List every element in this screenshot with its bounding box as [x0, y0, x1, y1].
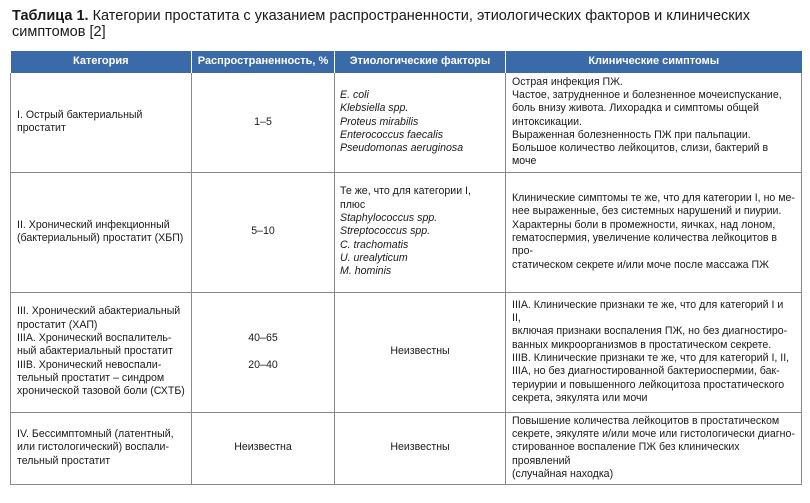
symptom-paragraph	[512, 89, 795, 129]
category-line: III. Хронический абактериальный	[17, 305, 181, 318]
etiology-cell	[335, 412, 506, 484]
symptoms-cell	[506, 292, 802, 412]
symptom-line: стированное воспаление ПЖ без клинических проявлений	[512, 441, 740, 467]
category-line: или гистологический) воспали-	[17, 441, 170, 454]
etiology-text: Те же, что для категории I,	[340, 185, 471, 198]
prostatitis-table	[10, 51, 802, 485]
etiology-cell	[335, 73, 506, 172]
category-line: IV. Бессимптомный (латентный,	[17, 428, 174, 441]
symptom-line: Повышение количества лейкоцитов в простатическом	[512, 414, 780, 427]
symptom-paragraph	[512, 142, 795, 169]
prevalence-cell	[192, 172, 335, 292]
etiology-text: плюс	[340, 198, 366, 211]
etiology-text: Неизвестны	[390, 345, 450, 358]
symptom-line: гематоспермия, увеличение количества лейкоцитов в про-	[512, 232, 778, 258]
etiology-organism: U. urealyticum	[340, 251, 408, 264]
prevalence-cell	[192, 412, 335, 484]
table-header-row	[11, 51, 802, 73]
header-symptoms: Клинические симптомы	[506, 51, 802, 73]
category-line: (бактериальный) простатит (ХБП)	[17, 232, 184, 244]
symptom-line: Частое, затрудненное и болезненное мочеиспускание,	[512, 89, 782, 101]
table-row	[11, 412, 802, 484]
header-category: Категория	[11, 51, 192, 73]
symptom-line: IIIB. Клинические признаки те же, что для категорий I, II,	[512, 352, 790, 364]
category-line: тельный простатит – синдром	[17, 371, 165, 384]
symptoms-cell	[506, 73, 802, 172]
caption-label: Таблица 1.	[12, 8, 89, 24]
header-etiology: Этиологические факторы	[335, 51, 506, 73]
symptom-line: нее выраженные, без системных нарушений и пиурии.	[512, 205, 782, 218]
etiology-organism: Staphylococcus spp.	[340, 212, 438, 225]
prevalence-cell	[192, 73, 335, 172]
category-line: простатит	[17, 122, 66, 135]
category-line: хронической тазовой боли (СХТБ)	[17, 385, 185, 398]
symptom-line: IIIA. Клинические признаки те же, что для категорий I и II,	[512, 298, 784, 325]
etiology-organism: Proteus mirabilis	[340, 115, 419, 128]
header-prevalence: Распространенность, %	[192, 51, 335, 73]
symptom-line: секрете, эякуляте и/или моче или гистологически диагно-	[512, 428, 795, 441]
symptom-line: Острая инфекция ПЖ.	[512, 75, 623, 88]
symptom-line: (случайная находка)	[512, 467, 614, 480]
category-line: I. Острый бактериальный	[17, 108, 143, 121]
table-row	[11, 292, 802, 412]
symptom-line: Клинические симптомы те же, что для категории I, но ме-	[512, 192, 795, 205]
etiology-organism: Streptococcus spp.	[340, 225, 431, 238]
prevalence-value: Неизвестна	[234, 441, 292, 454]
symptom-paragraph	[512, 352, 795, 405]
symptom-line: териурии и повышенного лейкоцитоза простатического	[512, 378, 785, 391]
category-cell	[11, 292, 192, 412]
category-line: II. Хронический инфекционный	[17, 218, 170, 231]
symptom-paragraph	[512, 129, 795, 142]
symptom-paragraph	[512, 192, 795, 219]
table-row	[11, 73, 802, 172]
etiology-cell	[335, 292, 506, 412]
category-line: простатит (ХАП)	[17, 318, 98, 331]
symptom-line: боль внизу живота. Лихорадка и симптомы общей	[512, 102, 759, 115]
symptom-paragraph	[512, 299, 795, 352]
etiology-organism: M. hominis	[340, 265, 392, 278]
category-line: ный абактериальный простатит	[17, 345, 173, 358]
symptoms-cell	[506, 412, 802, 484]
symptom-line: IIIA, но без диагностированной бактериоспермии, бак-	[512, 365, 780, 378]
category-line: IIIB. Хронический невоспали-	[17, 358, 162, 371]
etiology-organism: E. coli	[340, 89, 369, 101]
prevalence-value-iiia: 40–65	[248, 332, 278, 345]
prevalence-value: 5–10	[251, 225, 275, 238]
symptom-line: секрета, эякулята или мочи	[512, 391, 648, 404]
symptom-line: ванных микроорганизмов в простатическом секрете.	[512, 338, 772, 351]
symptom-line: Выраженная болезненность ПЖ при пальпации.	[512, 128, 751, 141]
etiology-organism: Pseudomonas aeruginosa	[340, 142, 464, 155]
symptom-line: Характерны боли в промежности, яичках, над лоном,	[512, 218, 776, 231]
etiology-organism: Enterococcus faecalis	[340, 128, 444, 141]
symptom-line: статическом секрете и/или моче после массажа ПЖ	[512, 258, 769, 271]
caption-text: Категории простатита с указанием распространенности, этиологических факторов и клинических симптомов [2]	[12, 8, 750, 40]
symptom-paragraph	[512, 415, 795, 481]
prevalence-cell	[192, 292, 335, 412]
table-caption	[12, 8, 802, 40]
category-line: IIIA. Хронический воспалитель-	[17, 332, 172, 345]
prevalence-value-iiib: 20–40	[248, 358, 278, 371]
etiology-organism: C. trachomatis	[340, 238, 409, 251]
symptom-paragraph	[512, 76, 795, 89]
category-cell	[11, 172, 192, 292]
category-cell	[11, 412, 192, 484]
symptom-line: интоксикации.	[512, 115, 582, 128]
etiology-organism: Klebsiella spp.	[340, 102, 409, 115]
etiology-text: Неизвестны	[390, 441, 450, 454]
symptom-paragraph	[512, 219, 795, 272]
prevalence-value: 1–5	[254, 115, 272, 128]
etiology-cell	[335, 172, 506, 292]
symptom-line: Большое количество лейкоцитов, слизи, бактерий в моче	[512, 142, 769, 168]
symptom-line: включая признаки воспаления ПЖ, но без диагностиро-	[512, 325, 788, 338]
symptoms-cell	[506, 172, 802, 292]
table-row	[11, 172, 802, 292]
category-line: тельный простатит	[17, 454, 111, 467]
category-cell	[11, 73, 192, 172]
